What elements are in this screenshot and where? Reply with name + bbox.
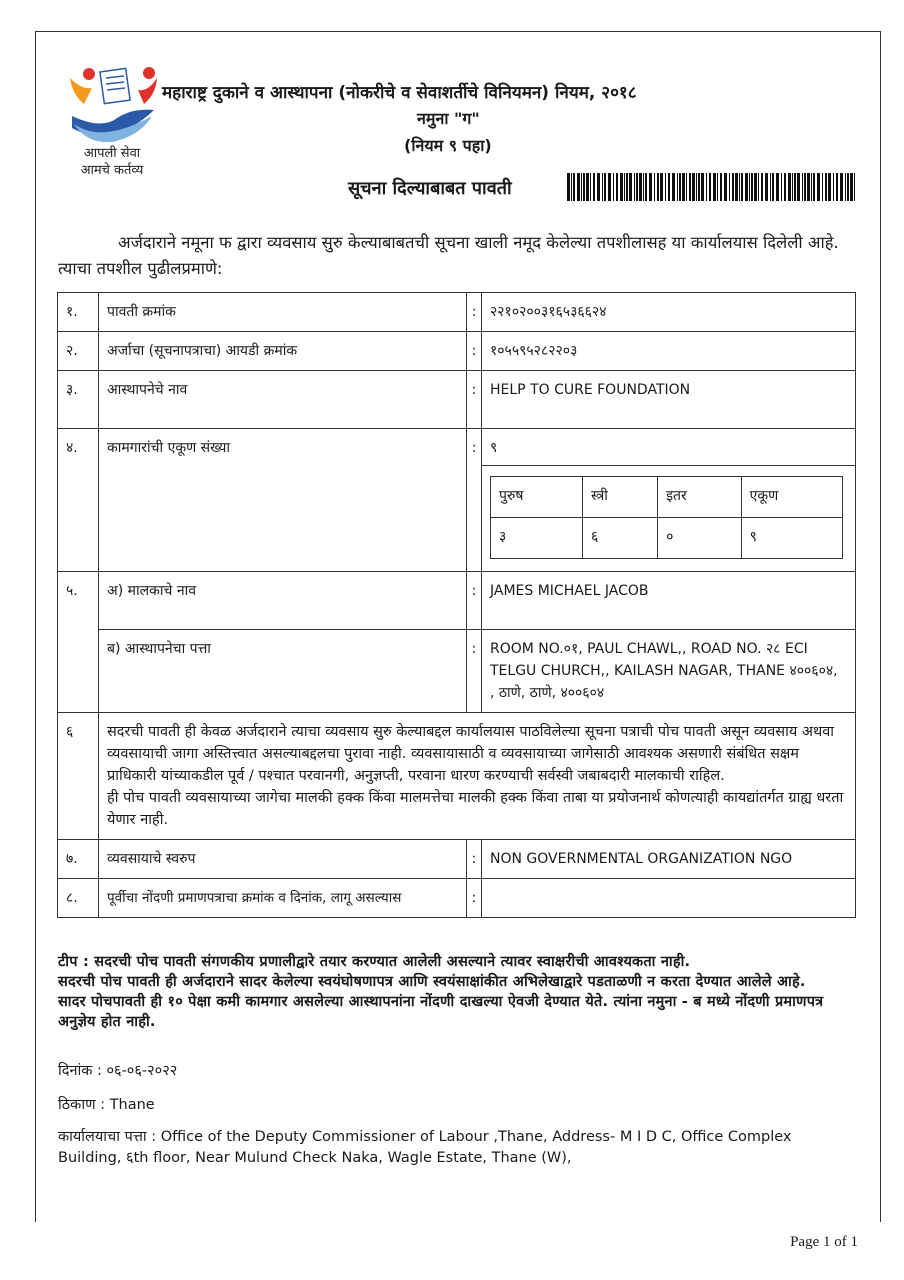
office-address: कार्यालयाचा पत्ता : Office of the Deputy Commissioner of Labour ,Thane, Address- M I D C, Office Complex Building, ६th floor, Near Mulund Check Naka, Wagle Estate, Thane (W), [58, 1129, 792, 1166]
tip-line: टीप : सदरची पोच पावती संगणकीय प्रणालीद्वारे तयार करण्यात आलेली असल्याने त्यावर स्वाक्षरीची आवश्यकता नाही. [58, 954, 691, 970]
issue-date: दिनांक : ०६-०६-२०२२ [58, 1063, 178, 1079]
row-number: ४. [58, 429, 99, 572]
acknowledgement-title: सूचना दिल्याबाबत पावती [348, 178, 512, 199]
receipt-number-value: २२१०२००३१६५३६६२४ [482, 293, 856, 332]
application-id-value: १०५५९५२८२२०३ [482, 332, 856, 371]
table-row-previous-registration [58, 879, 856, 918]
table-row-establishment-name [58, 371, 856, 429]
address-line: , ठाणे, ठाणे, ४००६०४ [490, 685, 605, 701]
establishment-address-value [482, 630, 856, 713]
issue-place: ठिकाण : Thane [58, 1097, 155, 1113]
row-colon: : [467, 879, 482, 918]
table-row-disclaimer [58, 713, 856, 840]
establishment-name-value: HELP TO CURE FOUNDATION [482, 371, 856, 429]
row-colon: : [467, 371, 482, 429]
row-number: ५. [58, 572, 99, 713]
table-row-establishment-address [58, 630, 856, 713]
row-label: अ) मालकाचे नाव [99, 572, 467, 630]
table-row-receipt-no [58, 293, 856, 332]
document-title: महाराष्ट्र दुकाने व आस्थापना (नोकरीचे व सेवाशर्तीचे विनियमन) नियम, २०१८ [162, 83, 637, 103]
table-row-business-nature [58, 840, 856, 879]
tip-note [58, 952, 858, 1032]
row-label: अर्जाचा (सूचनापत्राचा) आयडी क्रमांक [99, 332, 467, 371]
tip-line: सादर पोचपावती ही १० पेक्षा कमी कामगार असलेल्या आस्थापनांना नोंदणी दाखल्या ऐवजी देण्यात येते. त्यांना नमुना - ब मध्ये नोंदणी प्रमाणपत्र अनुज्ञेय होत नाही. [58, 994, 824, 1030]
page-number: Page 1 of 1 [790, 1234, 858, 1250]
row-colon: : [467, 840, 482, 879]
barcode-icon [567, 173, 857, 201]
row-colon: : [467, 293, 482, 332]
worker-count-cell [482, 429, 856, 572]
row-number: ८. [58, 879, 99, 918]
breakdown-header-total: एकूण [741, 477, 842, 518]
row-number: २. [58, 332, 99, 371]
details-table [57, 292, 856, 918]
row-label: ब) आस्थापनेचा पत्ता [99, 630, 467, 713]
breakdown-value-other: ० [658, 518, 742, 559]
breakdown-header-female: स्त्री [583, 477, 658, 518]
row-label: कामगारांची एकूण संख्या [99, 429, 467, 572]
logo-tagline-line1: आपली सेवा [83, 146, 141, 161]
worker-breakdown-table [490, 476, 843, 559]
table-row-owner-name [58, 572, 856, 630]
rule-reference: (नियम ९ पहा) [404, 136, 492, 155]
row-colon: : [467, 572, 482, 630]
address-line: TELGU CHURCH,, KAILASH NAGAR, THANE ४००६०४, [490, 663, 838, 679]
worker-count-value: ९ [482, 437, 855, 466]
previous-registration-value [482, 879, 856, 918]
breakdown-value-row [491, 518, 843, 559]
form-name: नमुना "ग" [417, 109, 480, 128]
business-nature-value: NON GOVERNMENTAL ORGANIZATION NGO [482, 840, 856, 879]
table-row-worker-count [58, 429, 856, 572]
row-label: आस्थापनेचे नाव [99, 371, 467, 429]
breakdown-header-male: पुरुष [491, 477, 583, 518]
logo-tagline-line2: आमचे कर्तव्य [80, 163, 144, 178]
row-number: ६ [58, 713, 99, 840]
disclaimer-cell [99, 713, 856, 840]
disclaimer-paragraph-2: ही पोच पावती व्यवसायाच्या जागेचा मालकी हक्क किंवा मालमत्तेचा मालकी हक्क किंवा ताबा या प्रयोजनार्थ कोणत्याही कायद्यांतर्गत ग्राह्य धरता येणार नाही. [107, 790, 844, 828]
breakdown-value-female: ६ [583, 518, 658, 559]
tip-line: सदरची पोच पावती ही अर्जदाराने सादर केलेल्या स्वयंघोषणापत्र आणि स्वयंसाक्षांकीत अभिलेखाद्वारे पडताळणी न करता देण्यात आलेले आहे. [58, 974, 806, 990]
row-label: व्यवसायाचे स्वरुप [99, 840, 467, 879]
breakdown-value-male: ३ [491, 518, 583, 559]
intro-paragraph: अर्जदाराने नमूना फ द्वारा व्यवसाय सुरु केल्याबाबतची सूचना खाली नमूद केलेल्या तपशीलासह या कार्यालयास दिलेली आहे. त्याचा तपशील पुढीलप्रमाणे: [58, 233, 839, 278]
row-number: ७. [58, 840, 99, 879]
row-colon: : [467, 332, 482, 371]
row-label: पावती क्रमांक [99, 293, 467, 332]
row-colon: : [467, 630, 482, 713]
breakdown-header-other: इतर [658, 477, 742, 518]
row-label: पूर्वीचा नोंदणी प्रमाणपत्राचा क्रमांक व दिनांक, लागू असल्यास [99, 879, 467, 918]
breakdown-value-total: ९ [741, 518, 842, 559]
logo-tagline [60, 145, 164, 179]
owner-name-value: JAMES MICHAEL JACOB [482, 572, 856, 630]
row-number: ३. [58, 371, 99, 429]
row-colon: : [467, 429, 482, 572]
address-line: ROOM NO.०१, PAUL CHAWL,, ROAD NO. २८ ECI [490, 641, 808, 657]
breakdown-header-row [491, 477, 843, 518]
table-row-application-id [58, 332, 856, 371]
row-number: १. [58, 293, 99, 332]
disclaimer-paragraph-1: सदरची पावती ही केवळ अर्जदाराने त्याचा व्यवसाय सुरु केल्याबद्दल कार्यालयास पाठविलेल्या सूचना पत्राची पोच पावती असून व्यवसाय अथवा व्यवसायाची जागा अस्तित्त्वात असल्याबद्दलचा पुरावा नाही. व्यवसायासाठी व व्यवसायाच्या जागेसाठी आवश्यक असणारी संबंधित सक्षम प्राधिकारी यांच्याकडील पूर्व / पश्चात परवानगी, अनुज्ञप्ती, परवाना धारण करण्याची सर्वस्वी जबाबदारी मालकाची राहिल. [107, 724, 835, 784]
